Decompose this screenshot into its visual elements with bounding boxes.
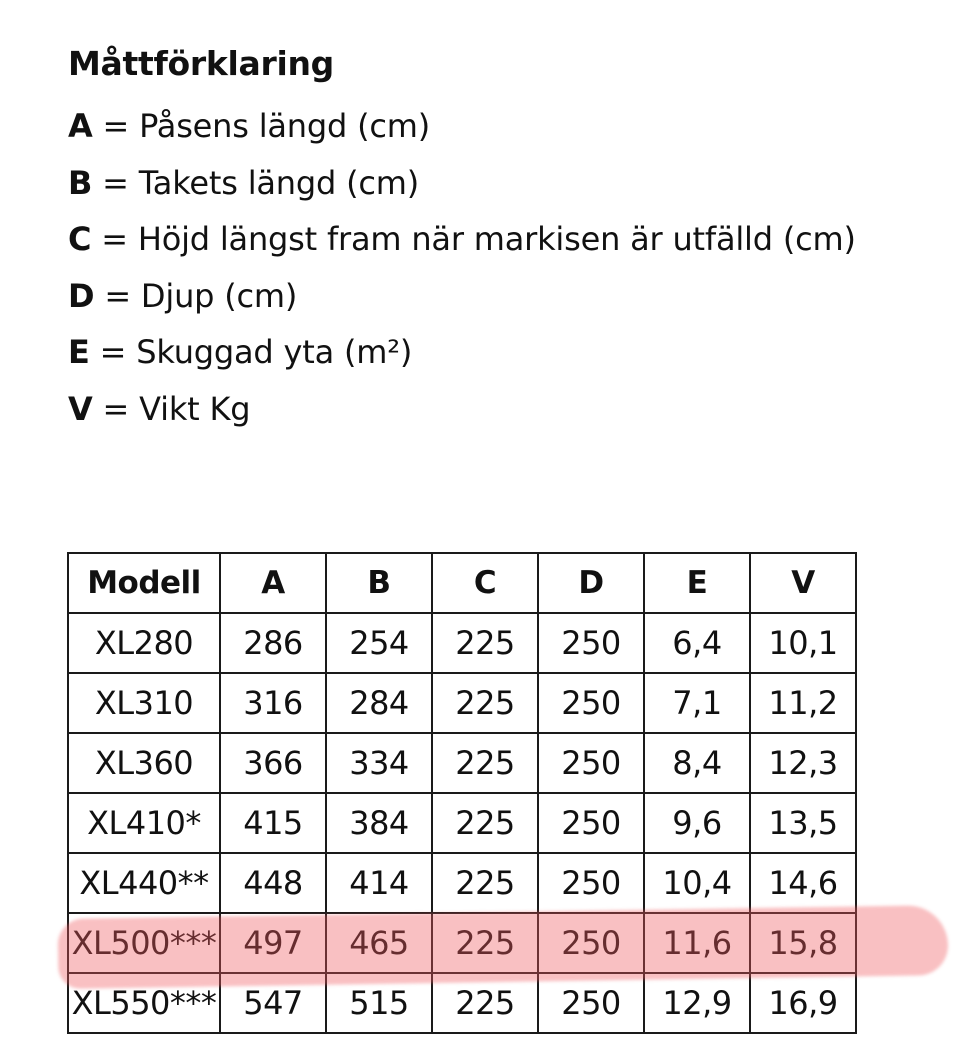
table-cell: XL440** <box>68 853 220 913</box>
legend-item-d <box>68 268 868 325</box>
measurement-legend <box>68 40 868 437</box>
table-cell: 10,1 <box>750 613 856 673</box>
table-cell: 250 <box>538 853 644 913</box>
table-cell: 547 <box>220 973 326 1033</box>
legend-item-b <box>68 155 868 212</box>
table-cell: 225 <box>432 733 538 793</box>
table-cell: 250 <box>538 613 644 673</box>
table-cell: 10,4 <box>644 853 750 913</box>
table-cell: 225 <box>432 853 538 913</box>
table-cell: 6,4 <box>644 613 750 673</box>
table-cell: 415 <box>220 793 326 853</box>
table-cell: 225 <box>432 793 538 853</box>
table-row <box>68 973 856 1033</box>
legend-key: D <box>68 276 95 315</box>
table-cell: XL280 <box>68 613 220 673</box>
table-row <box>68 853 856 913</box>
table-cell: 284 <box>326 673 432 733</box>
table-row <box>68 793 856 853</box>
size-table <box>67 552 857 1034</box>
legend-text: = Skuggad yta (m²) <box>89 333 413 371</box>
table-row <box>68 673 856 733</box>
legend-text: = Djup (cm) <box>94 276 298 315</box>
table-cell: 11,2 <box>750 673 856 733</box>
table-cell: 497 <box>220 913 326 973</box>
column-header: A <box>220 553 326 613</box>
legend-text: = Takets längd (cm) <box>92 163 420 202</box>
table-cell: 334 <box>326 733 432 793</box>
legend-item-v <box>68 381 868 438</box>
column-header: B <box>326 553 432 613</box>
table-cell: 250 <box>538 733 644 793</box>
table-cell: 13,5 <box>750 793 856 853</box>
table-cell: 384 <box>326 793 432 853</box>
legend-key: C <box>68 220 92 258</box>
table-cell: 250 <box>538 913 644 973</box>
table-cell: 286 <box>220 613 326 673</box>
table-cell: XL310 <box>68 673 220 733</box>
legend-key: V <box>68 389 93 428</box>
column-header: D <box>538 553 644 613</box>
legend-item-e <box>68 324 868 381</box>
table-cell: 250 <box>538 973 644 1033</box>
table-cell: 225 <box>432 913 538 973</box>
table-cell: XL360 <box>68 733 220 793</box>
table-row <box>68 613 856 673</box>
table-cell: 366 <box>220 733 326 793</box>
legend-title: Måttförklaring <box>68 44 334 83</box>
table-cell: 225 <box>432 673 538 733</box>
legend-text: = Vikt Kg <box>92 389 251 428</box>
table-cell: XL410* <box>68 793 220 853</box>
table-cell: 515 <box>326 973 432 1033</box>
table-cell: 14,6 <box>750 853 856 913</box>
table-cell: 465 <box>326 913 432 973</box>
column-header: C <box>432 553 538 613</box>
table-row-highlighted <box>68 913 856 973</box>
legend-key: E <box>68 333 90 371</box>
table-cell: 12,3 <box>750 733 856 793</box>
table-cell: 225 <box>432 613 538 673</box>
legend-text: = Påsens längd (cm) <box>92 107 431 145</box>
legend-item-a <box>68 98 868 155</box>
column-header: V <box>750 553 856 613</box>
table-cell: 7,1 <box>644 673 750 733</box>
table-cell: 15,8 <box>750 913 856 973</box>
table-cell: XL550*** <box>68 973 220 1033</box>
legend-key: B <box>68 163 93 202</box>
legend-item-c <box>68 211 868 268</box>
column-header: E <box>644 553 750 613</box>
size-table-container <box>67 552 857 1034</box>
table-cell: 16,9 <box>750 973 856 1033</box>
table-header-row <box>68 553 856 613</box>
table-cell: 414 <box>326 853 432 913</box>
table-cell: 12,9 <box>644 973 750 1033</box>
table-cell: 250 <box>538 673 644 733</box>
legend-text: = Höjd längst fram när markisen är utfälld (cm) <box>91 220 856 258</box>
table-row <box>68 733 856 793</box>
table-cell: XL500*** <box>68 913 220 973</box>
table-cell: 11,6 <box>644 913 750 973</box>
table-cell: 225 <box>432 973 538 1033</box>
table-cell: 254 <box>326 613 432 673</box>
table-cell: 9,6 <box>644 793 750 853</box>
table-cell: 250 <box>538 793 644 853</box>
table-cell: 316 <box>220 673 326 733</box>
column-header: Modell <box>68 553 220 613</box>
legend-key: A <box>68 107 93 145</box>
table-cell: 8,4 <box>644 733 750 793</box>
table-cell: 448 <box>220 853 326 913</box>
